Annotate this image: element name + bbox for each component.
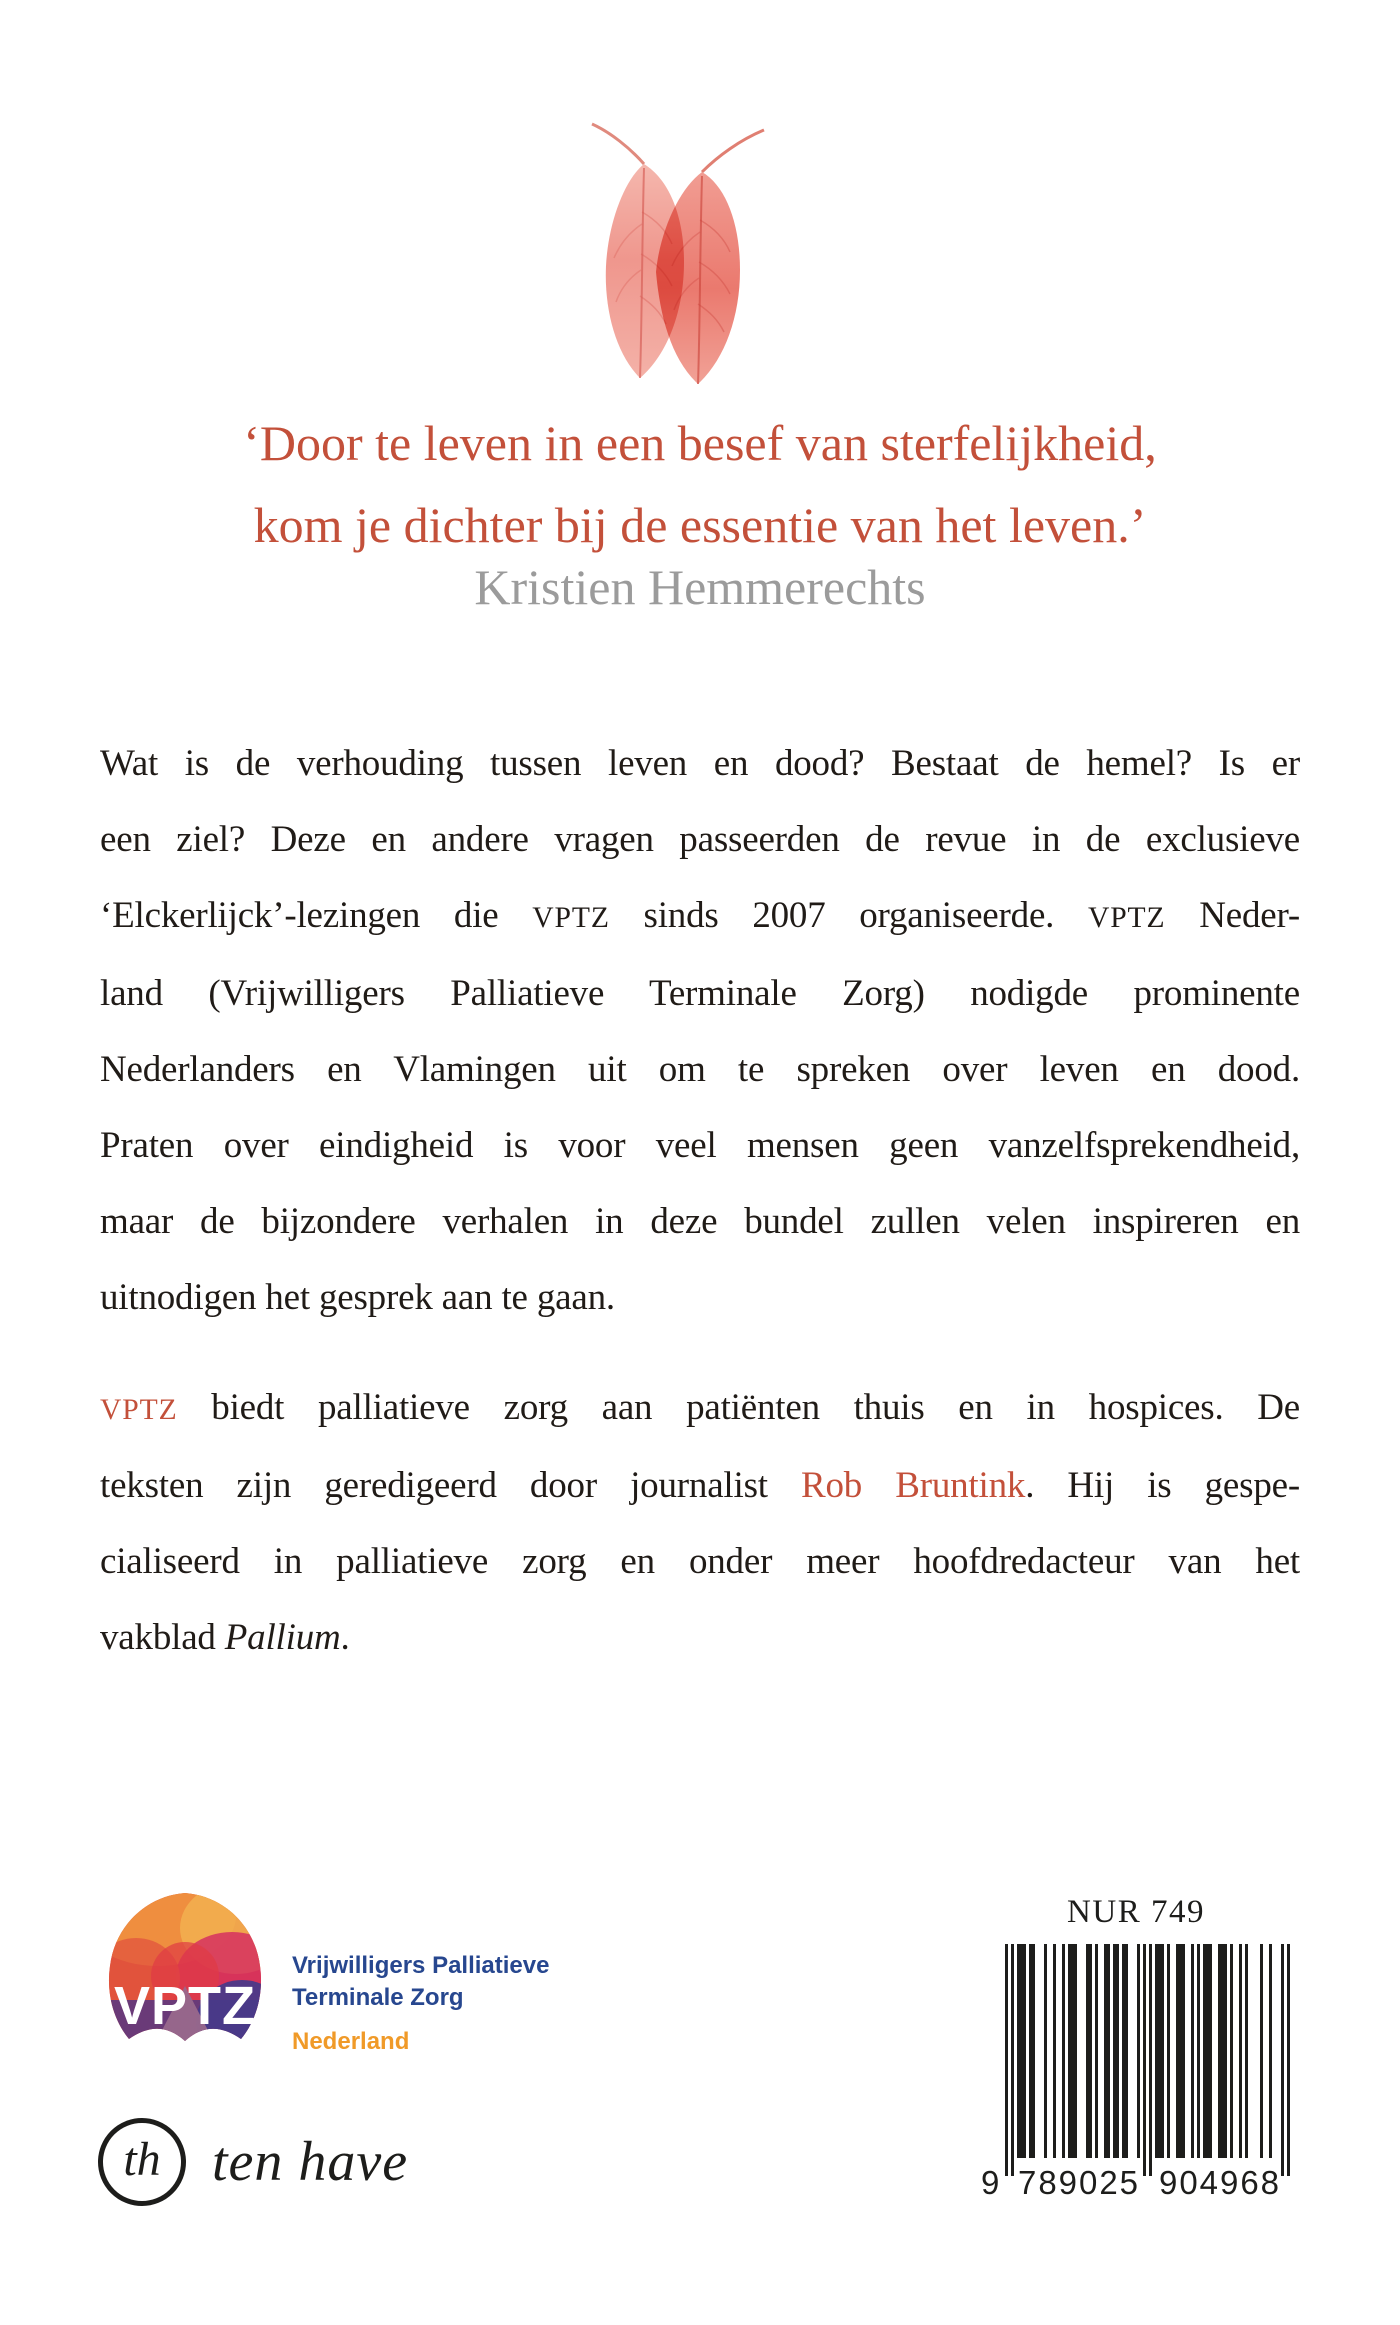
right-leaf bbox=[656, 130, 764, 384]
red-leaves-icon bbox=[552, 120, 810, 392]
nur-label: NUR 749 bbox=[1067, 1894, 1205, 1930]
body-line bbox=[100, 1108, 1300, 1184]
barcode-bar bbox=[1224, 1944, 1227, 2158]
barcode-bar bbox=[1089, 1944, 1092, 2158]
barcode-bar bbox=[1218, 1944, 1221, 2158]
barcode-bar bbox=[1179, 1944, 1182, 2158]
vptz-caption bbox=[292, 1950, 549, 2058]
text-segment: Rob Bruntink bbox=[801, 1465, 1026, 1506]
barcode-bar bbox=[1158, 1944, 1161, 2158]
barcode-bar bbox=[1122, 1944, 1125, 2158]
barcode-bar bbox=[1281, 1944, 1284, 2176]
leaf-artwork bbox=[552, 120, 810, 392]
vptz-logo-mark bbox=[100, 1890, 270, 2062]
barcode-digit-first: 9 bbox=[981, 2164, 1000, 2198]
barcode-bar bbox=[1269, 1944, 1272, 2158]
barcode-bar bbox=[1287, 1944, 1290, 2176]
barcode-bar bbox=[1020, 1944, 1023, 2158]
text-segment: een ziel? Deze en andere vragen passeerden de revue in de exclusieve bbox=[100, 819, 1300, 860]
ten-have-logo bbox=[98, 2118, 408, 2206]
vptz-logo bbox=[100, 1890, 270, 2062]
text-segment: VPTZ bbox=[532, 902, 610, 934]
text-segment: vakblad bbox=[100, 1617, 225, 1658]
barcode-bar bbox=[1155, 1944, 1158, 2158]
barcode-bar bbox=[1230, 1944, 1233, 2158]
barcode-bar bbox=[1032, 1944, 1035, 2158]
text-segment: VPTZ bbox=[1087, 902, 1166, 934]
barcode-bar bbox=[1206, 1944, 1209, 2158]
text-segment: Nederlanders en Vlamingen uit om te spreken over leven en dood. bbox=[100, 1049, 1300, 1090]
barcode-bar bbox=[1071, 1944, 1074, 2158]
barcode-bar bbox=[1053, 1944, 1056, 2158]
text-segment: . bbox=[340, 1617, 350, 1658]
barcode-bar bbox=[1197, 1944, 1200, 2158]
text-segment: VPTZ bbox=[100, 1394, 178, 1426]
quote-attribution: Kristien Hemmerechts bbox=[474, 559, 926, 615]
publisher-name: ten have bbox=[212, 2131, 409, 2193]
body-line bbox=[100, 1448, 1300, 1524]
barcode-bar bbox=[1017, 1944, 1020, 2158]
text-segment: uitnodigen het gesprek aan te gaan. bbox=[100, 1277, 615, 1318]
barcode-bar bbox=[1167, 1944, 1170, 2158]
barcode-bar bbox=[1113, 1944, 1116, 2158]
quote-line-1: ‘Door te leven in een besef van sterfelijkheid, bbox=[243, 415, 1157, 471]
barcode-digits-right: 904968 bbox=[1159, 2164, 1279, 2198]
text-segment: Pallium bbox=[224, 1617, 341, 1658]
text-segment: Praten over eindigheid is voor veel mensen geen vanzelfsprekendheid, bbox=[100, 1125, 1300, 1166]
text-segment: teksten zijn geredigeerd door journalist bbox=[100, 1465, 801, 1506]
text-segment: . Hij is gespe- bbox=[1025, 1465, 1300, 1506]
barcode-bar bbox=[1104, 1944, 1107, 2158]
text-segment: ‘Elckerlijck’-lezingen die bbox=[100, 895, 533, 936]
barcode-bar bbox=[1068, 1944, 1071, 2158]
barcode-bar bbox=[1191, 1944, 1194, 2158]
barcode-bar bbox=[1062, 1944, 1065, 2158]
vptz-caption-line-1: Vrijwilligers Palliatieve bbox=[292, 1952, 550, 1979]
body-line bbox=[100, 1184, 1300, 1260]
body-paragraph-2 bbox=[100, 1370, 1300, 1676]
barcode-digits-left: 789025 bbox=[1018, 2164, 1138, 2198]
body-line bbox=[100, 726, 1300, 802]
barcode-bar bbox=[1011, 1944, 1014, 2176]
vptz-caption-line-2: Terminale Zorg bbox=[292, 1984, 464, 2011]
barcode-bar bbox=[1176, 1944, 1179, 2158]
cover-quote bbox=[0, 402, 1400, 566]
text-segment: land (Vrijwilligers Palliatieve Terminale Zorg) nodigde prominente bbox=[100, 973, 1300, 1014]
body-line bbox=[100, 878, 1300, 956]
barcode-bar bbox=[1029, 1944, 1032, 2158]
barcode-bar bbox=[1137, 1944, 1140, 2158]
barcode-bar bbox=[1005, 1944, 1008, 2176]
barcode-bar bbox=[1107, 1944, 1110, 2158]
barcode-bar bbox=[1182, 1944, 1185, 2158]
barcode-bar bbox=[1209, 1944, 1212, 2158]
barcode-bar bbox=[1161, 1944, 1164, 2158]
text-segment: Wat is de verhouding tussen leven en dood? Bestaat de hemel? Is er bbox=[100, 743, 1300, 784]
text-segment: sinds 2007 organiseerde. bbox=[609, 895, 1088, 936]
body-line bbox=[100, 1600, 1300, 1676]
text-segment: Neder- bbox=[1165, 895, 1300, 936]
barcode-bar bbox=[1116, 1944, 1119, 2158]
body-line bbox=[100, 1260, 1300, 1336]
text-segment: cialiseerd in palliatieve zorg en onder meer hoofdredacteur van het bbox=[100, 1541, 1300, 1582]
ean-barcode-svg bbox=[981, 1944, 1291, 2198]
vptz-logo-letters: VPTZ bbox=[113, 1976, 257, 2036]
body-line bbox=[100, 956, 1300, 1032]
body-paragraph-1 bbox=[100, 726, 1300, 1336]
body-line bbox=[100, 1370, 1300, 1448]
text-segment: biedt palliatieve zorg aan patiënten thuis en in hospices. De bbox=[177, 1387, 1300, 1428]
barcode-bar bbox=[1086, 1944, 1089, 2158]
barcode-bar bbox=[1023, 1944, 1026, 2158]
barcode-bar bbox=[1074, 1944, 1077, 2158]
th-monogram bbox=[98, 2118, 186, 2206]
vptz-caption-country: Nederland bbox=[292, 2028, 410, 2055]
body-line bbox=[100, 1032, 1300, 1108]
barcode-bar bbox=[1221, 1944, 1224, 2158]
text-segment: maar de bijzondere verhalen in deze bundel zullen velen inspireren en bbox=[100, 1201, 1300, 1242]
barcode-bar bbox=[1239, 1944, 1242, 2158]
barcode-bar bbox=[1260, 1944, 1263, 2158]
barcode-bar bbox=[1149, 1944, 1152, 2176]
body-line bbox=[100, 802, 1300, 878]
barcode-bar bbox=[1095, 1944, 1098, 2158]
barcode-bar bbox=[1044, 1944, 1047, 2158]
barcode-bar bbox=[1245, 1944, 1248, 2158]
barcode-bar bbox=[1125, 1944, 1128, 2158]
barcode-bar bbox=[1143, 1944, 1146, 2176]
quote-line-2: kom je dichter bij de essentie van het leven.’ bbox=[253, 497, 1147, 553]
barcode-bar bbox=[1203, 1944, 1206, 2158]
body-line bbox=[100, 1524, 1300, 1600]
ean-barcode bbox=[981, 1944, 1291, 2198]
th-monogram-letters: th bbox=[123, 2133, 161, 2186]
